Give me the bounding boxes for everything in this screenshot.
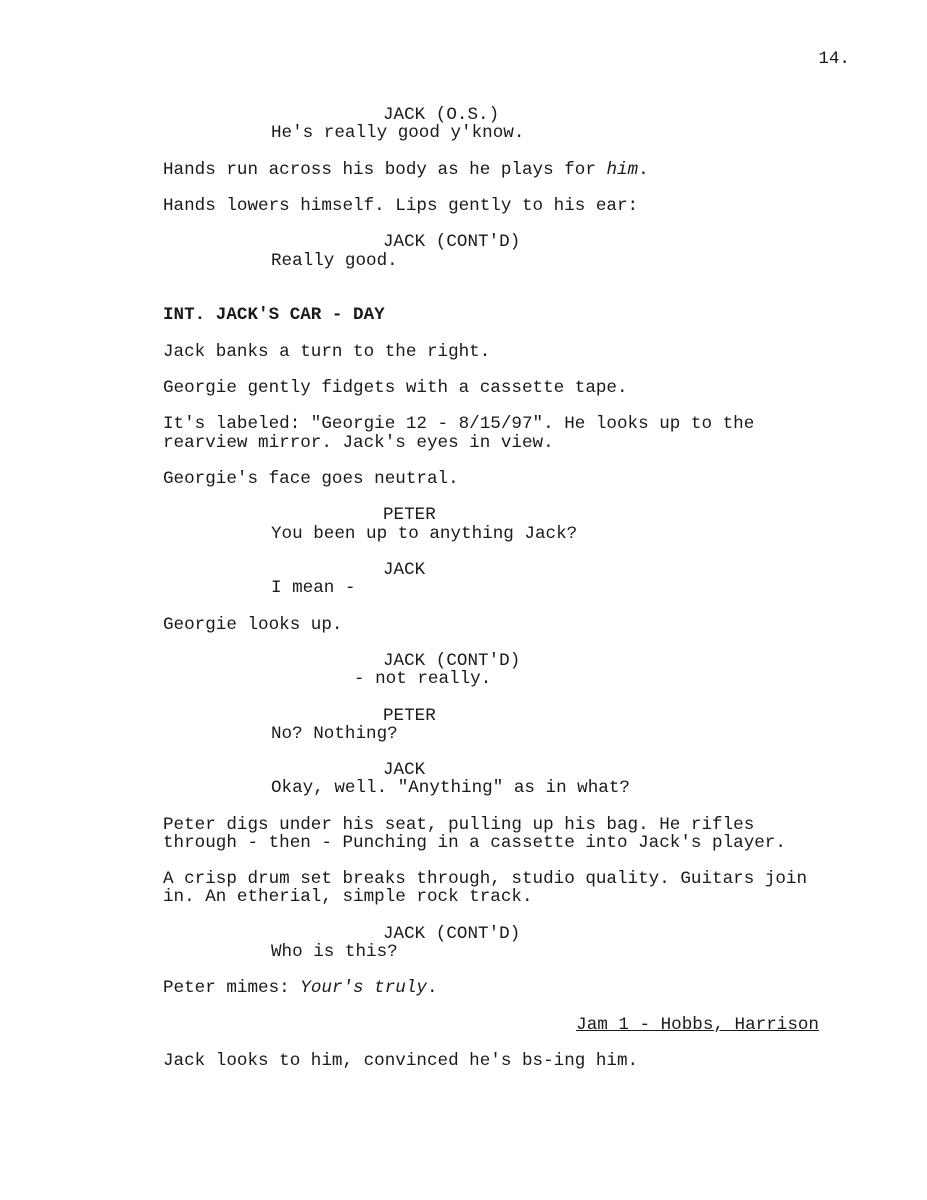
character-name: JACK (CONT'D) (383, 232, 521, 253)
action-line: Georgie gently fidgets with a cassette tape. (163, 377, 628, 398)
action-line (163, 161, 807, 179)
dialogue-line: You been up to anything Jack? (271, 523, 578, 544)
action-line (163, 979, 807, 997)
dialogue-block (163, 233, 819, 269)
character-name: JACK (CONT'D) (383, 923, 521, 944)
dialogue-block (163, 761, 819, 797)
screenplay-content (163, 106, 819, 1089)
action-text: Hands run across his body as he plays for (163, 159, 607, 180)
action-line: A crisp drum set breaks through, studio quality. Guitars join in. An etherial, simple rock track. (163, 869, 818, 908)
dialogue-line: I mean - (271, 578, 356, 599)
dialogue-line: Who is this? (271, 942, 398, 963)
action-line: Peter digs under his seat, pulling up his bag. He rifles through - then - Punching in a cassette into Jack's player. (163, 814, 786, 853)
action-line: It's labeled: "Georgie 12 - 8/15/97". He looks up to the rearview mirror. Jack's eyes in view. (163, 414, 765, 453)
action-line: Hands lowers himself. Lips gently to his ear: (163, 195, 639, 216)
character-name: PETER (383, 705, 436, 726)
action-text: Peter mimes: (163, 978, 301, 999)
dialogue-line: No? Nothing? (271, 723, 398, 744)
action-line: Jack looks to him, convinced he's bs-ing him. (163, 1051, 639, 1072)
action-line: Georgie looks up. (163, 614, 343, 635)
dialogue-block (163, 925, 819, 961)
character-name: JACK (383, 760, 426, 781)
character-name: JACK (O.S.) (383, 105, 500, 125)
dialogue-block (163, 106, 819, 142)
dialogue-line: Really good. (271, 250, 398, 271)
music-cue-transition (163, 1016, 819, 1034)
character-name: JACK (CONT'D) (383, 650, 521, 671)
dialogue-line: - not really. (354, 669, 492, 690)
dialogue-line: Okay, well. "Anything" as in what? (271, 778, 630, 799)
action-line: Georgie's face goes neutral. (163, 468, 459, 489)
dialogue-block (163, 506, 819, 542)
dialogue-block (163, 707, 819, 743)
music-cue-text: Jam 1 - Hobbs, Harrison (576, 1014, 819, 1035)
action-text-italic: Your's truly (300, 978, 427, 999)
character-name: PETER (383, 505, 436, 526)
action-text: . (638, 159, 649, 180)
dialogue-block (163, 561, 819, 597)
scene-heading: INT. JACK'S CAR - DAY (163, 305, 385, 326)
character-name: JACK (383, 559, 426, 580)
action-text: . (426, 978, 438, 999)
dialogue-block (163, 652, 819, 688)
page-number: 14. (818, 49, 850, 69)
dialogue-line: He's really good y'know. (271, 123, 525, 144)
action-text-italic: him (606, 159, 639, 180)
action-line: Jack banks a turn to the right. (163, 341, 491, 362)
